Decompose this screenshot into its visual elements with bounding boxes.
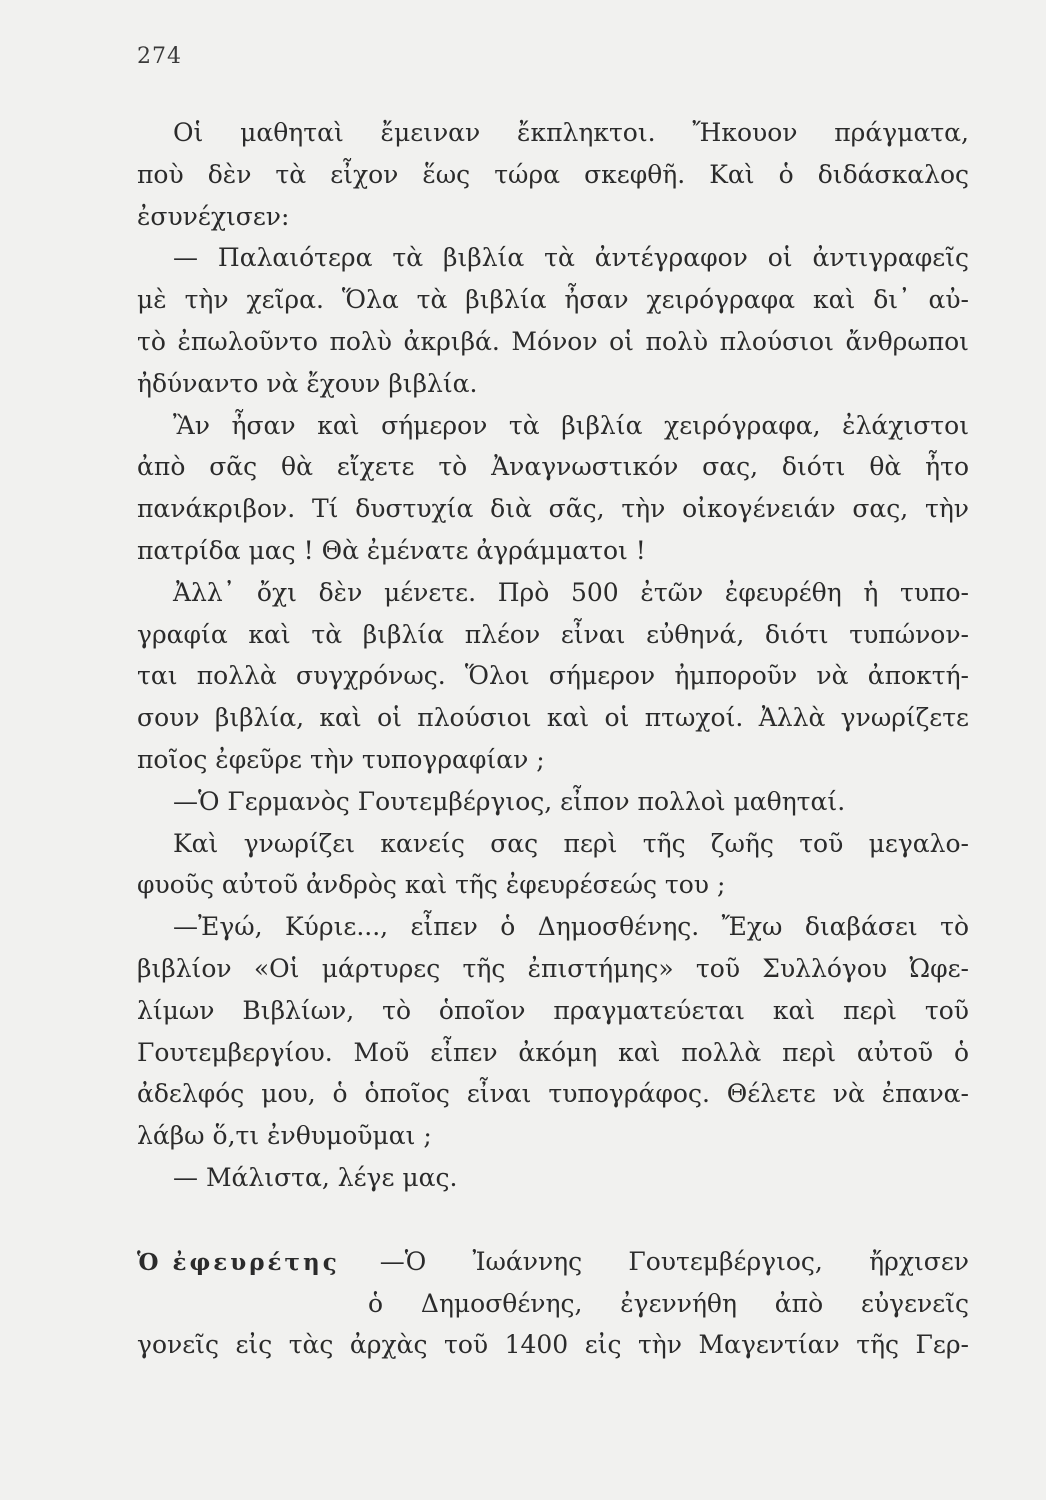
line-6: ἠδύναντο νὰ ἔχουν βιβλία. xyxy=(137,368,478,398)
line-4: μὲ τὴν χεῖρα. Ὅλα τὰ βιβλία ἦσαν χειρόγραφα καὶ δι᾽ αὐ- xyxy=(137,285,969,315)
line-1: ποὺ δὲν τὰ εἶχον ἕως τώρα σκεφθῆ. Καὶ ὁ διδάσκαλος xyxy=(137,159,969,189)
line-13: ται πολλὰ συγχρόνως. Ὅλοι σήμερον ἠμποροῦν νὰ ἀποκτή- xyxy=(137,661,969,691)
line-14: σουν βιβλία, καὶ οἱ πλούσιοι καὶ οἱ πτωχοί. Ἀλλὰ γνωρίζετε xyxy=(137,703,969,733)
line-22: Γουτεμβεργίου. Μοῦ εἶπεν ἀκόμη καὶ πολλὰ περὶ αὐτοῦ ὁ xyxy=(137,1037,969,1067)
line-2: ἐσυνέχισεν: xyxy=(137,201,290,231)
line-10: πατρίδα μας ! Θὰ ἐμένατε ἀγράμματοι ! xyxy=(137,535,646,565)
body-text xyxy=(137,112,969,1366)
line-11: Ἀλλ᾽ ὄχι δὲν μένετε. Πρὸ 500 ἐτῶν ἐφευρέθη ἡ τυπο- xyxy=(173,577,969,607)
line-18: φυοῦς αὐτοῦ ἀνδρὸς καὶ τῆς ἐφευρέσεώς του ; xyxy=(137,870,726,900)
line-5: τὸ ἐπωλοῦντο πολὺ ἀκριβά. Μόνον οἱ πολὺ πλούσιοι ἄνθρωποι xyxy=(137,326,969,356)
line-23: ἀδελφός μου, ὁ ὁποῖος εἶναι τυπογράφος. Θέλετε νὰ ἐπανα- xyxy=(137,1079,969,1109)
line-17: Καὶ γνωρίζει κανείς σας περὶ τῆς ζωῆς τοῦ μεγαλο- xyxy=(173,828,969,858)
section-spacer xyxy=(137,1199,969,1241)
line-24: λάβω ὅ,τι ἐνθυμοῦμαι ; xyxy=(137,1121,432,1151)
line-20: βιβλίον «Οἱ μάρτυρες τῆς ἐπιστήμης» τοῦ Συλλόγου Ὠφε- xyxy=(137,953,969,983)
line-12: γραφία καὶ τὰ βιβλία πλέον εἶναι εὐθηνά, διότι τυπώνον- xyxy=(137,619,969,649)
line-0: Οἱ μαθηταὶ ἔμειναν ἔκπληκτοι. Ἤκουον πράγματα, xyxy=(173,118,969,147)
line-9: πανάκριβον. Τί δυστυχία διὰ σᾶς, τὴν οἰκογένειάν σας, τὴν xyxy=(137,494,969,524)
section-heading: Ὁ ἐφευρέτης xyxy=(137,1248,340,1276)
line-25: — Μάλιστα, λέγε μας. xyxy=(173,1162,458,1192)
line-21: λίμων Βιβλίων, τὸ ὁποῖον πραγματεύεται καὶ περὶ τοῦ xyxy=(137,995,969,1025)
line-8: ἀπὸ σᾶς θὰ εἴχετε τὸ Ἀναγνωστικόν σας, διότι θὰ ἦτο xyxy=(137,452,969,482)
line-15: ποῖος ἐφεῦρε τὴν τυπογραφίαν ; xyxy=(137,744,545,774)
section-line-1: ὁ Δημοσθένης, ἐγεννήθη ἀπὸ εὐγενεῖς xyxy=(368,1288,969,1318)
line-3: — Παλαιότερα τὰ βιβλία τὰ ἀντέγραφον οἱ ἀντιγραφεῖς xyxy=(173,243,969,273)
section-line-0: —Ὁ Ἰωάννης Γουτεμβέργιος, ἤρχισεν xyxy=(379,1246,969,1276)
line-19: —Ἐγώ, Κύριε..., εἶπεν ὁ Δημοσθένης. Ἔχω διαβάσει τὸ xyxy=(173,912,969,942)
page-number: 274 xyxy=(137,44,182,69)
section-line-2: γονεῖς εἰς τὰς ἀρχὰς τοῦ 1400 εἰς τὴν Μαγεντίαν τῆς Γερ- xyxy=(137,1330,969,1360)
line-16: —Ὁ Γερμανὸς Γουτεμβέργιος, εἶπον πολλοὶ μαθηταί. xyxy=(173,786,846,816)
line-7: Ἂν ἦσαν καὶ σήμερον τὰ βιβλία χειρόγραφα, ἐλάχιστοι xyxy=(173,410,969,440)
section-first-line xyxy=(137,1241,969,1283)
